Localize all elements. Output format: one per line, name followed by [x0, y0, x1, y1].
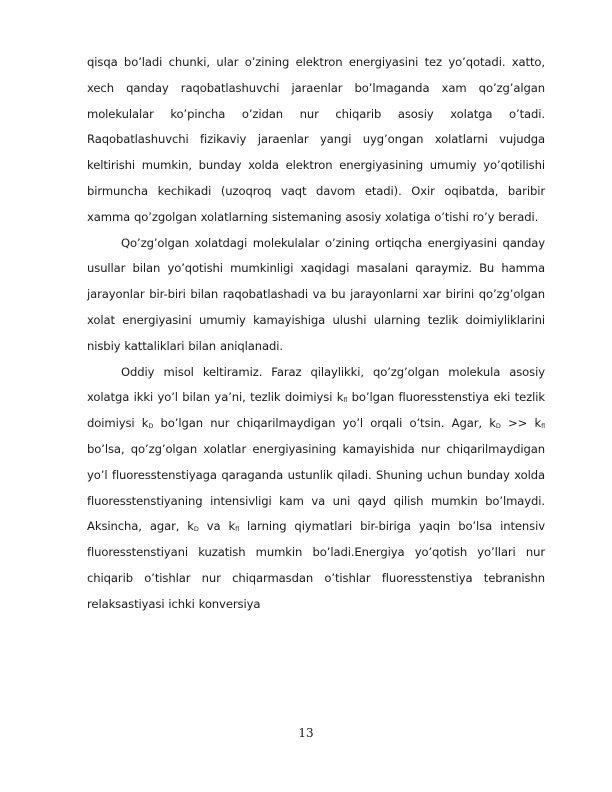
subscript-d: D: [495, 422, 501, 431]
page-number: 13: [298, 726, 314, 740]
paragraph-3-text-6: va k: [198, 519, 236, 534]
paragraph-3-text-4: >> k: [500, 416, 542, 431]
paragraph-3-text-2: bo’lgan fluoresstenstiya eki tezlik doimiysi k: [87, 390, 545, 431]
subscript-fl: fl: [343, 396, 348, 405]
subscript-d: D: [193, 525, 199, 534]
subscript-fl: fl: [235, 525, 240, 534]
paragraph-3: [87, 360, 545, 618]
subscript-fl: fl: [541, 422, 545, 431]
subscript-d: D: [148, 422, 154, 431]
paragraph-2: Qo’zg’olgan xolatdagi molekulalar o’zining ortiqcha energiyasini qanday usullar bilan yo’qotishi mumkinligi xaqidagi masalani qaraymiz. Bu hamma jarayonlar bir-biri bilan raqobatlashadi va bu jarayonlarni xar birini qo’zg’olgan xolat energiyasini umumiy kamayishiga ulushi ularning tezlik doimiyliklarini nisbiy kattaliklari bilan aniqlanadi.: [87, 235, 545, 353]
paragraph-3-text-7: larning qiymatlari bir-biriga yaqin bo’lsa intensiv fluoresstenstiyani kuzatish mumkin bo’ladi.Energiya yo’qotish yo’llari nur chiqarib o’tishlar nur chiqarmasdan o’tishlar fluoresstenstiya tebranishn relaksastiyasi ichki konversiya: [87, 519, 546, 611]
document-body: [87, 50, 545, 618]
paragraph-1: qisqa bo’ladi chunki, ular o’zining elektron energiyasini tez yo’qotadi. xatto, xech qanday raqobatlashuvchi jaraenlar bo’lmaganda xam qo’zg’algan molekulalar ko’pincha o’zidan nur chiqarib asosiy xolatga o’tadi. Raqobatlashuvchi fizikaviy jaraenlar yangi uyg’ongan xolatlarni vujudga keltirishi mumkin, bunday xolda elektron energiyasining umumiy yo’qotilishi birmuncha kechikadi (uzoqroq vaqt davom etadi). Oxir oqibatda, baribir xamma qo’zgolgan xolatlarning sistemaning asosiy xolatiga o’tishi ro’y beradi.: [87, 55, 545, 224]
paragraph-3-text-5: bo’lsa, qo’zg’olgan xolatlar energiyasining kamayishida nur chiqarilmaydigan yo’l fluoresstenstiyaga qaraganda ustunlik qiladi. Shuning uchun bunday xolda fluoresstenstiyaning intensivligi kam va uni qayd qilish mumkin bo’lmaydi. Aksincha, agar, k: [87, 441, 545, 534]
paragraph-3-text-3: bo’lgan nur chiqarilmaydigan yo’l orqali o’tsin. Agar, k: [153, 416, 496, 431]
paragraph-3-text-1: Oddiy misol keltiramiz. Faraz qilaylikki, qo’zg’olgan molekula asosiy xolatga ikki yo’l bilan ya’ni, tezlik doimiysi k: [87, 364, 545, 405]
